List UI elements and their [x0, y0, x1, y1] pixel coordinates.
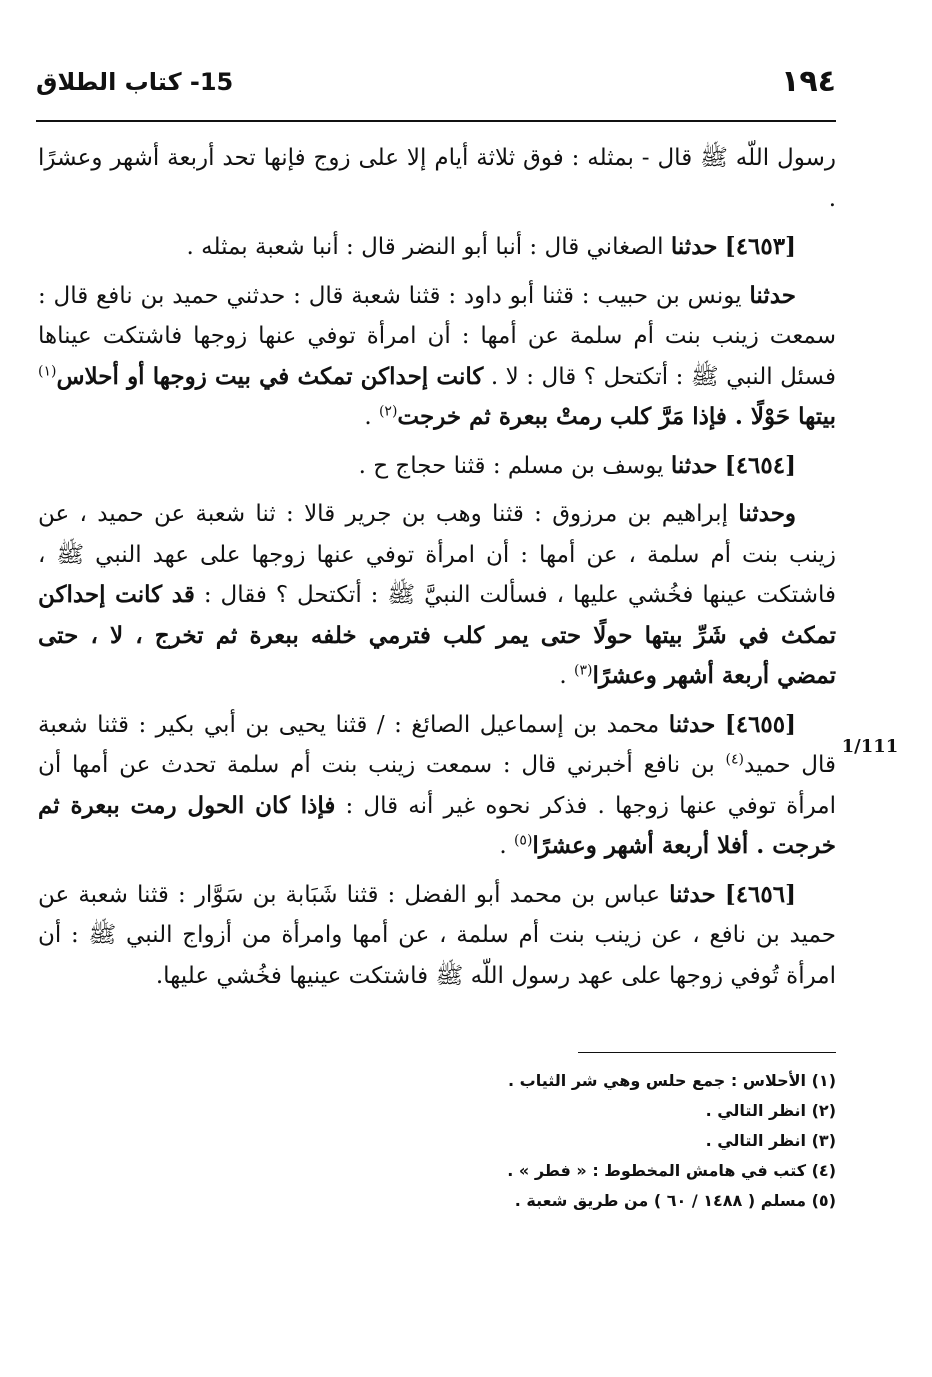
- hadith-lead: وحدثنا: [738, 500, 797, 527]
- footnote-1: (١) الأحلاس : جمع حلس وهي شر الثياب .: [507, 1071, 836, 1090]
- footnote-ref: (٢): [378, 403, 398, 420]
- matn-bold: فإذا كان الحول رمت ببعرة ثم خرجت . أفلا أربعة أشهر وعشرًا: [38, 791, 836, 859]
- hadith-text: يوسف بن مسلم : قثنا حجاج ح .: [358, 452, 664, 479]
- page-number: ١٩٤: [781, 64, 836, 99]
- hadith-text: بن نافع أخبرني قال : سمعت زينب بنت أم سلمة تحدث عن أمها أن امرأة توفي عنها زوجها . فذكر نحوه غير أنه قال :: [38, 752, 836, 819]
- period: .: [559, 663, 567, 689]
- main-text: [38, 138, 836, 996]
- footnote-2: (٢) انظر التالي .: [705, 1101, 836, 1120]
- paragraph-yunus: [38, 276, 836, 438]
- hadith-text: عباس بن محمد أبو الفضل : قثنا شَبَابة بن سَوَّار : قثنا شعبة عن حميد بن نافع ، عن زينب بنت أم سلمة ، عن أمها وامرأة من أزواج النبي ﷺ : أن امرأة تُوفي زوجها على عهد رسول اللّه ﷺ فاشتكت عينيها فخُشي عليها.: [38, 881, 836, 989]
- hadith-text: يونس بن حبيب : قثنا أبو داود : قثنا شعبة قال : حدثني حميد بن نافع قال : سمعت زينب بنت أم سلمة عن أمها : أن امرأة توفي عنها زوجها فاشتكت عيناها فسئل النبي ﷺ : أتكتحل ؟ قال : لا .: [38, 282, 837, 390]
- hadith-number: [٤٦٥٦]: [724, 880, 797, 908]
- manuscript-folio-ref: 1/111: [841, 736, 899, 757]
- hadith-lead: حدثنا: [670, 451, 718, 479]
- period: .: [499, 833, 507, 859]
- hadith-lead: حدثنا: [669, 880, 716, 908]
- page-header: [36, 64, 836, 108]
- footnote-rule: [578, 1052, 836, 1053]
- footnote-3: (٣) انظر التالي .: [705, 1131, 836, 1150]
- hadith-4655: [38, 705, 836, 867]
- footnote-ref: (٤): [725, 751, 745, 768]
- footnote-ref: (١): [38, 362, 57, 379]
- footnote-5: (٥) مسلم ( ١٤٨٨ / ٦٠ ) من طريق شعبة .: [514, 1191, 836, 1210]
- matn-bold: كانت إحداكن تمكث في بيت زوجها أو أحلاس: [56, 362, 484, 390]
- hadith-text: محمد بن إسماعيل الصائغ : / قثنا يحيى بن أبي بكير : قثنا شعبة قال حميد: [38, 711, 837, 778]
- hadith-lead: حدثنا: [670, 233, 718, 260]
- hadith-text: الصغاني قال : أنبا أبو النضر قال : أنبا شعبة بمثله .: [186, 234, 664, 260]
- footnote-4: (٤) كتب في هامش المخطوط : « فطر » .: [507, 1161, 836, 1180]
- matn-bold: قد كانت إحداكن تمكث في شَرِّ بيتها حولًا حتى يمر كلب فترمي خلفه ببعرة ثم تخرج ، لا ، حتى تمضي أربعة أشهر وعشرًا: [38, 581, 836, 689]
- hadith-number: [٤٦٥٣]: [724, 233, 796, 260]
- footnote-ref: (٥): [513, 832, 533, 849]
- header-rule: [36, 120, 836, 122]
- hadith-4656: [38, 875, 836, 997]
- hadith-lead: حدثنا: [749, 281, 797, 309]
- period: .: [364, 404, 372, 430]
- chapter-title: 15- كتاب الطلاق: [36, 68, 234, 96]
- hadith-text: إبراهيم بن مرزوق : قثنا وهب بن جرير قالا : ثنا شعبة عن حميد ، عن زينب بنت أم سلمة ، عن أمها : أن امرأة توفي عنها زوجها على عهد النبي ﷺ ، فاشتكت عينها فخُشي عليها ، فسألت النبيَّ ﷺ : أتكتحل ؟ فقال :: [38, 501, 837, 608]
- hadith-4653: [38, 227, 836, 268]
- footnote-ref: (٣): [573, 662, 593, 679]
- hadith-4654: [38, 446, 836, 487]
- hadith-lead: حدثنا: [668, 710, 716, 738]
- footnotes: [300, 1066, 836, 1216]
- hadith-number: [٤٦٥٤]: [724, 451, 796, 479]
- paragraph-ibrahim: [38, 494, 836, 697]
- paragraph-continuation: رسول اللّه ﷺ قال - بمثله : فوق ثلاثة أيام إلا على زوج فإنها تحد أربعة أشهر وعشرًا .: [38, 145, 836, 212]
- hadith-number: [٤٦٥٥]: [724, 710, 797, 738]
- matn-bold: بيتها حَوْلًا . فإذا مَرَّ كلب رمتْ ببعرة ثم خرجت: [397, 403, 836, 430]
